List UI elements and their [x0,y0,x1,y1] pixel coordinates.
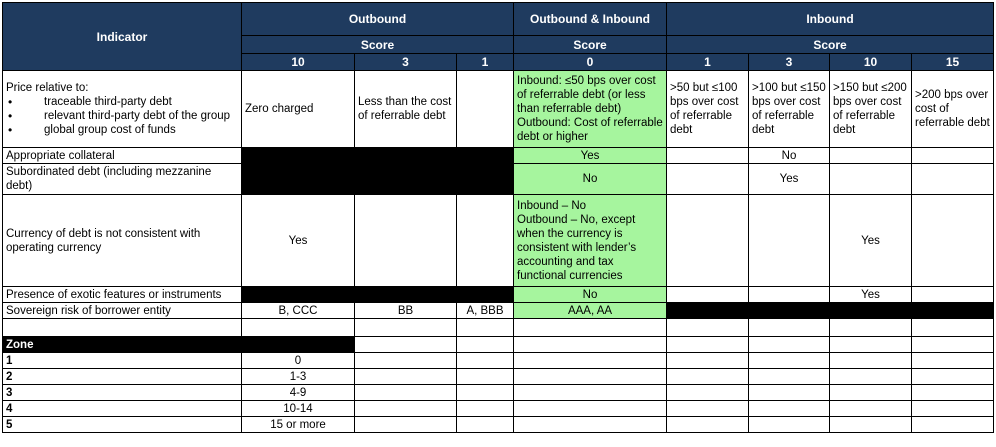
sovereign-score-3: BB [355,303,457,319]
subordinated-inbound-10 [830,164,912,195]
empty-cell [514,353,667,369]
empty-cell [355,337,457,353]
currency-score-3 [355,195,457,287]
score-col: 1 [457,54,514,71]
empty-cell [667,417,749,433]
zone-row [3,385,994,401]
empty-cell [830,401,912,417]
score-col: 15 [912,54,994,71]
inbound-score-header: Score [667,36,994,54]
empty-cell [749,401,830,417]
collateral-inbound-10 [830,148,912,164]
currency-score-10: Yes [242,195,355,287]
score-col: 0 [514,54,667,71]
empty-cell [830,417,912,433]
exotic-inbound-10: Yes [830,287,912,303]
outbound-inbound-score-header: Score [514,36,667,54]
empty-cell [457,337,514,353]
empty-cell [667,353,749,369]
empty-cell [749,337,830,353]
price-label: Price relative to: [6,82,89,94]
empty-cell [457,385,514,401]
collateral-inbound-15 [912,148,994,164]
outbound-header: Outbound [242,3,514,36]
empty-cell [912,385,994,401]
zone-row [3,369,994,385]
empty-cell [749,319,830,337]
indicator-header: Indicator [3,3,242,71]
empty-cell [667,337,749,353]
exotic-inbound-15 [912,287,994,303]
zone-row [3,353,994,369]
bullet-item: • relevant third-party debt of the group [6,109,238,123]
collateral-outbound-na [242,148,514,164]
empty-cell [514,417,667,433]
empty-cell [830,385,912,401]
zone-header: Zone [3,337,355,353]
empty-cell [514,369,667,385]
empty-cell [355,385,457,401]
score-col: 3 [355,54,457,71]
collateral-inbound-1 [667,148,749,164]
empty-cell [514,337,667,353]
collateral-indicator: Appropriate collateral [3,148,242,164]
empty-cell [912,369,994,385]
empty-cell [667,385,749,401]
collateral-inbound-3: No [749,148,830,164]
currency-inbound-10: Yes [830,195,912,287]
sovereign-inbound-na [667,303,994,319]
currency-indicator: Currency of debt is not consistent with operating currency [3,195,242,287]
zone-number: 2 [3,369,242,385]
price-inbound-3: >100 but ≤150 bps over cost of referrable debt [749,71,830,148]
empty-cell [667,401,749,417]
sovereign-score-0: AAA, AA [514,303,667,319]
subordinated-inbound-15 [912,164,994,195]
empty-cell [667,369,749,385]
transfer-pricing-score-table [2,2,994,433]
empty-cell [912,401,994,417]
price-score-3: Less than the cost of referrable debt [355,71,457,148]
zone-range: 4-9 [242,385,355,401]
empty-cell [355,417,457,433]
empty-cell [830,353,912,369]
score-col: 10 [242,54,355,71]
empty-cell [514,319,667,337]
zone-row [3,401,994,417]
collateral-score-0: Yes [514,148,667,164]
sovereign-score-1: A, BBB [457,303,514,319]
empty-cell [242,319,355,337]
empty-cell [749,353,830,369]
empty-cell [749,369,830,385]
price-bullets [6,95,238,137]
empty-cell [355,369,457,385]
zone-range: 1-3 [242,369,355,385]
bullet-item: • global group cost of funds [6,123,238,137]
empty-cell [667,319,749,337]
zone-number: 1 [3,353,242,369]
score-col: 1 [667,54,749,71]
currency-inbound-1 [667,195,749,287]
price-score-10: Zero charged [242,71,355,148]
empty-cell [457,319,514,337]
currency-score-0: Inbound – No Outbound – No, except when the currency is consistent with lender’s accounting and tax functional currencies [514,195,667,287]
zone-number: 5 [3,417,242,433]
price-inbound-10: >150 but ≤200 bps over cost of referrable debt [830,71,912,148]
zone-range: 10-14 [242,401,355,417]
subordinated-score-0: No [514,164,667,195]
empty-cell [3,319,242,337]
empty-cell [830,319,912,337]
price-score-1 [457,71,514,148]
exotic-outbound-na [242,287,514,303]
zone-range: 15 or more [242,417,355,433]
score-col: 3 [749,54,830,71]
empty-cell [749,385,830,401]
price-indicator [3,71,242,148]
empty-cell [514,385,667,401]
zone-range: 0 [242,353,355,369]
sovereign-score-10: B, CCC [242,303,355,319]
outbound-score-header: Score [242,36,514,54]
price-inbound-15: >200 bps over cost of referrable debt [912,71,994,148]
empty-cell [355,401,457,417]
empty-cell [355,319,457,337]
currency-score-1 [457,195,514,287]
currency-inbound-15 [912,195,994,287]
currency-inbound-3 [749,195,830,287]
subordinated-outbound-na [242,164,514,195]
subordinated-inbound-3: Yes [749,164,830,195]
price-score-0: Inbound: ≤50 bps over cost of referrable debt (or less than referrable debt) Outbound: Cost of referrable debt or higher [514,71,667,148]
empty-cell [514,401,667,417]
inbound-header: Inbound [667,3,994,36]
outbound-inbound-header: Outbound & Inbound [514,3,667,36]
exotic-score-0: No [514,287,667,303]
exotic-inbound-1 [667,287,749,303]
empty-cell [912,417,994,433]
sovereign-indicator: Sovereign risk of borrower entity [3,303,242,319]
score-col: 10 [830,54,912,71]
empty-cell [830,369,912,385]
empty-cell [457,369,514,385]
exotic-indicator: Presence of exotic features or instruments [3,287,242,303]
price-inbound-1: >50 but ≤100 bps over cost of referrable debt [667,71,749,148]
zone-row [3,417,994,433]
zone-number: 3 [3,385,242,401]
empty-cell [749,417,830,433]
empty-cell [457,417,514,433]
empty-cell [912,337,994,353]
bullet-item: • traceable third-party debt [6,95,238,109]
subordinated-indicator: Subordinated debt (including mezzanine debt) [3,164,242,195]
exotic-inbound-3 [749,287,830,303]
empty-cell [457,353,514,369]
empty-cell [912,353,994,369]
empty-cell [457,401,514,417]
empty-cell [912,319,994,337]
empty-cell [355,353,457,369]
empty-cell [830,337,912,353]
zone-number: 4 [3,401,242,417]
subordinated-inbound-1 [667,164,749,195]
